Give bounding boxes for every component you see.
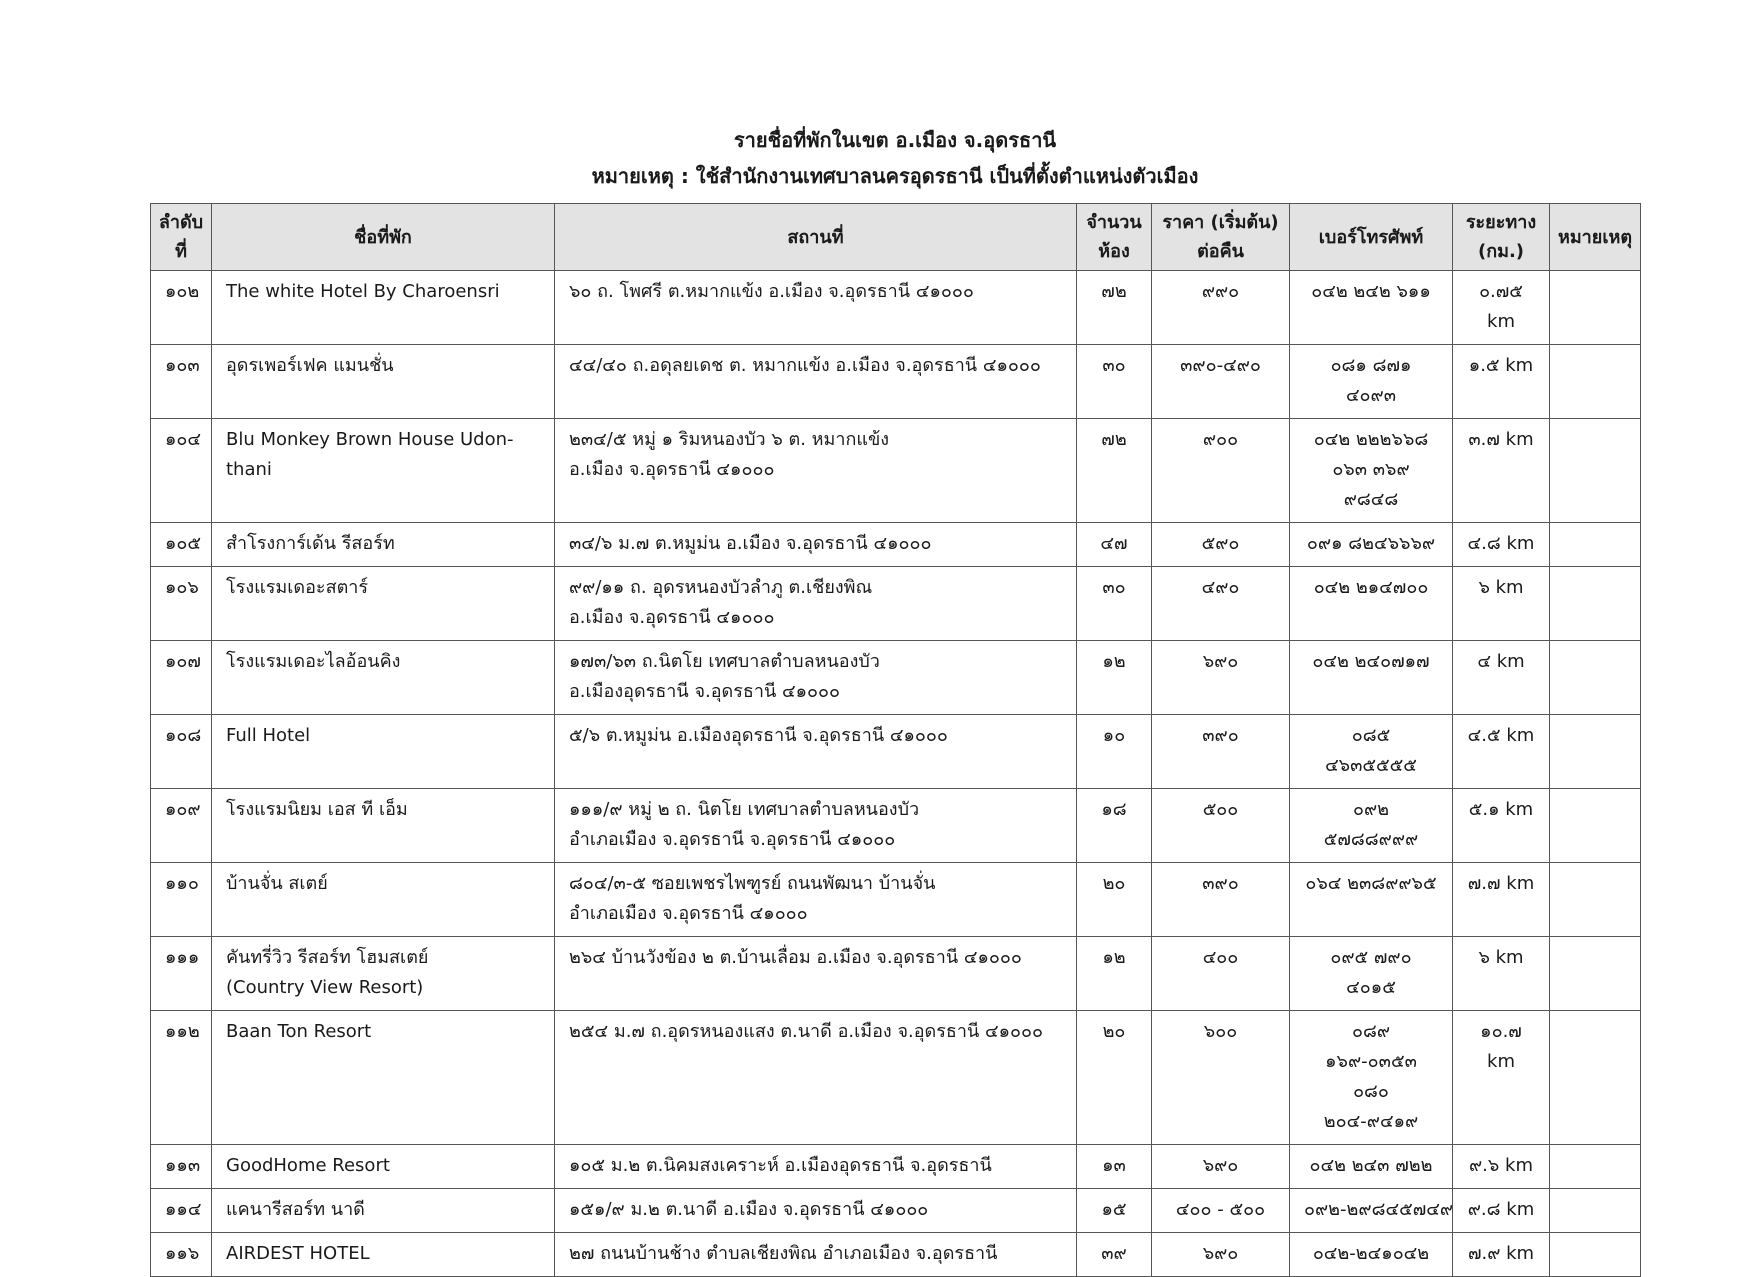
cell-rooms: ๑๘ bbox=[1077, 789, 1152, 863]
cell-remark bbox=[1550, 345, 1641, 419]
cell-price: ๔๐๐ bbox=[1152, 937, 1290, 1011]
cell-address-line: ๑๗๓/๖๓ ถ.นิตโย เทศบาลตำบลหนองบัว bbox=[569, 651, 880, 672]
cell-name-line: สำโรงการ์เด้น รีสอร์ท bbox=[226, 533, 395, 554]
table-row bbox=[151, 271, 1641, 345]
table-row bbox=[151, 1011, 1641, 1145]
table-row bbox=[151, 523, 1641, 567]
table-body bbox=[151, 271, 1641, 1277]
cell-price: ๓๙๐-๔๙๐ bbox=[1152, 345, 1290, 419]
title-line-2: หมายเหตุ : ใช้สำนักงานเทศบาลนครอุดรธานี เป็นที่ตั้งตำแหน่งตัวเมือง bbox=[591, 164, 1199, 188]
cell-phone-line: ๐๘๕ ๔๖๓๕๕๕๕ bbox=[1325, 725, 1417, 776]
cell-address bbox=[555, 789, 1077, 863]
cell-address bbox=[555, 641, 1077, 715]
cell-phone-line: ๐๔๒ ๒๑๔๗๐๐ bbox=[1313, 577, 1429, 598]
cell-phone-line: ๐๙๒ ๕๗๘๘๙๙๙ bbox=[1323, 799, 1419, 850]
cell-price: ๔๐๐ - ๕๐๐ bbox=[1152, 1189, 1290, 1233]
cell-name-line: thani bbox=[226, 459, 272, 480]
cell-address bbox=[555, 271, 1077, 345]
cell-name bbox=[212, 715, 555, 789]
cell-price: ๖๐๐ bbox=[1152, 1011, 1290, 1145]
cell-name bbox=[212, 1145, 555, 1189]
cell-address-line: อ.เมือง จ.อุดรธานี ๔๑๐๐๐ bbox=[569, 459, 775, 480]
cell-phone bbox=[1290, 1011, 1453, 1145]
cell-rooms: ๑๒ bbox=[1077, 641, 1152, 715]
cell-distance: ๙.๖ km bbox=[1453, 1145, 1550, 1189]
cell-name bbox=[212, 567, 555, 641]
cell-name-line: Blu Monkey Brown House Udon- bbox=[226, 429, 514, 450]
header-no: ลำดับ ที่ bbox=[151, 204, 212, 271]
cell-phone bbox=[1290, 523, 1453, 567]
cell-name-line: แคนารีสอร์ท นาดี bbox=[226, 1199, 365, 1220]
cell-address bbox=[555, 1233, 1077, 1277]
cell-no: ๑๑๓ bbox=[151, 1145, 212, 1189]
table-row bbox=[151, 1189, 1641, 1233]
cell-address-line: อำเภอเมือง จ.อุดรธานี ๔๑๐๐๐ bbox=[569, 903, 808, 924]
cell-phone bbox=[1290, 1145, 1453, 1189]
table-row bbox=[151, 1145, 1641, 1189]
cell-phone-line: ๐๔๒ ๒๔๐๗๑๗ bbox=[1312, 651, 1430, 672]
cell-name-line: คันทรี่วิว รีสอร์ท โฮมสเตย์ bbox=[226, 947, 429, 968]
cell-name bbox=[212, 523, 555, 567]
cell-distance: ๗.๗ km bbox=[1453, 863, 1550, 937]
cell-address bbox=[555, 345, 1077, 419]
cell-phone bbox=[1290, 789, 1453, 863]
cell-distance: ๑๐.๗ km bbox=[1453, 1011, 1550, 1145]
header-row bbox=[151, 204, 1641, 271]
cell-name-line: Baan Ton Resort bbox=[226, 1021, 372, 1042]
header-rooms: จำนวน ห้อง bbox=[1077, 204, 1152, 271]
cell-name bbox=[212, 641, 555, 715]
cell-rooms: ๓๐ bbox=[1077, 567, 1152, 641]
cell-price: ๕๐๐ bbox=[1152, 789, 1290, 863]
cell-name bbox=[212, 1011, 555, 1145]
cell-distance: ๔.๕ km bbox=[1453, 715, 1550, 789]
cell-distance: ๔ km bbox=[1453, 641, 1550, 715]
cell-name-line: Full Hotel bbox=[226, 725, 311, 746]
cell-remark bbox=[1550, 419, 1641, 523]
table-row bbox=[151, 1233, 1641, 1277]
cell-name-line: โรงแรมนิยม เอส ที เอ็ม bbox=[226, 799, 408, 820]
table-row bbox=[151, 641, 1641, 715]
cell-no: ๑๐๓ bbox=[151, 345, 212, 419]
cell-rooms: ๓๙ bbox=[1077, 1233, 1152, 1277]
cell-phone-line: ๐๙๒-๒๙๘๔๕๗๔๙ bbox=[1304, 1199, 1454, 1220]
table-row bbox=[151, 567, 1641, 641]
header-distance: ระยะทาง (กม.) bbox=[1453, 204, 1550, 271]
cell-name bbox=[212, 345, 555, 419]
cell-name-line: AIRDEST HOTEL bbox=[226, 1243, 370, 1264]
cell-phone-line: ๐๘๐ ๒๐๔-๙๔๑๙ bbox=[1323, 1081, 1419, 1132]
cell-no: ๑๑๐ bbox=[151, 863, 212, 937]
cell-no: ๑๐๙ bbox=[151, 789, 212, 863]
cell-phone bbox=[1290, 641, 1453, 715]
cell-remark bbox=[1550, 523, 1641, 567]
cell-address bbox=[555, 937, 1077, 1011]
cell-phone bbox=[1290, 419, 1453, 523]
cell-remark bbox=[1550, 863, 1641, 937]
cell-remark bbox=[1550, 1011, 1641, 1145]
cell-address-line: ๒๗ ถนนบ้านช้าง ตำบลเชียงพิณ อำเภอเมือง จ.อุดรธานี bbox=[569, 1243, 998, 1264]
cell-name bbox=[212, 1233, 555, 1277]
cell-phone-line: ๐๖๓ ๓๖๙ ๙๘๔๘ bbox=[1332, 459, 1410, 510]
cell-name-line: The white Hotel By Charoensri bbox=[226, 281, 500, 302]
cell-phone-line: ๐๙๑ ๘๒๔๖๖๖๙ bbox=[1306, 533, 1436, 554]
cell-name bbox=[212, 937, 555, 1011]
cell-no: ๑๐๔ bbox=[151, 419, 212, 523]
cell-name-line: บ้านจั่น สเตย์ bbox=[226, 873, 328, 894]
cell-address-line: อ.เมืองอุดรธานี จ.อุดรธานี ๔๑๐๐๐ bbox=[569, 681, 841, 702]
cell-address bbox=[555, 1189, 1077, 1233]
cell-remark bbox=[1550, 271, 1641, 345]
cell-name bbox=[212, 419, 555, 523]
cell-address bbox=[555, 567, 1077, 641]
table-row bbox=[151, 863, 1641, 937]
cell-phone bbox=[1290, 567, 1453, 641]
cell-price: ๙๐๐ bbox=[1152, 419, 1290, 523]
cell-rooms: ๗๒ bbox=[1077, 419, 1152, 523]
cell-address-line: อำเภอเมือง จ.อุดรธานี จ.อุดรธานี ๔๑๐๐๐ bbox=[569, 829, 896, 850]
cell-distance: ๖ km bbox=[1453, 937, 1550, 1011]
cell-remark bbox=[1550, 567, 1641, 641]
cell-address-line: ๒๕๔ ม.๗ ถ.อุดรหนองแสง ต.นาดี อ.เมือง จ.อุดรธานี ๔๑๐๐๐ bbox=[569, 1021, 1044, 1042]
cell-rooms: ๑๕ bbox=[1077, 1189, 1152, 1233]
cell-distance: ๙.๘ km bbox=[1453, 1189, 1550, 1233]
cell-price: ๖๙๐ bbox=[1152, 1145, 1290, 1189]
cell-remark bbox=[1550, 1233, 1641, 1277]
cell-address bbox=[555, 419, 1077, 523]
cell-address-line: ๕/๖ ต.หมูม่น อ.เมืองอุดรธานี จ.อุดรธานี ๔๑๐๐๐ bbox=[569, 725, 948, 746]
cell-rooms: ๑๓ bbox=[1077, 1145, 1152, 1189]
cell-address-line: ๖๐ ถ. โพศรี ต.หมากแข้ง อ.เมือง จ.อุดรธานี ๔๑๐๐๐ bbox=[569, 281, 974, 302]
cell-distance: ๗.๙ km bbox=[1453, 1233, 1550, 1277]
cell-address-line: ๑๑๑/๙ หมู่ ๒ ถ. นิตโย เทศบาลตำบลหนองบัว bbox=[569, 799, 920, 820]
header-price: ราคา (เริ่มต้น) ต่อคืน bbox=[1152, 204, 1290, 271]
cell-address bbox=[555, 1011, 1077, 1145]
cell-phone bbox=[1290, 863, 1453, 937]
header-remark: หมายเหตุ bbox=[1550, 204, 1641, 271]
cell-remark bbox=[1550, 715, 1641, 789]
cell-distance: ๑.๕ km bbox=[1453, 345, 1550, 419]
cell-rooms: ๗๒ bbox=[1077, 271, 1152, 345]
cell-address-line: ๑๕๑/๙ ม.๒ ต.นาดี อ.เมือง จ.อุดรธานี ๔๑๐๐๐ bbox=[569, 1199, 929, 1220]
cell-remark bbox=[1550, 937, 1641, 1011]
cell-address bbox=[555, 863, 1077, 937]
cell-name-line: โรงแรมเดอะไลอ้อนคิง bbox=[226, 651, 401, 672]
cell-phone-line: ๐๔๒ ๒๔๓ ๗๒๒ bbox=[1309, 1155, 1433, 1176]
header-name: ชื่อที่พัก bbox=[212, 204, 555, 271]
cell-distance: ๓.๗ km bbox=[1453, 419, 1550, 523]
cell-remark bbox=[1550, 789, 1641, 863]
cell-phone bbox=[1290, 937, 1453, 1011]
cell-phone-line: ๐๔๒-๒๔๑๐๔๒ bbox=[1312, 1243, 1430, 1264]
cell-price: ๙๙๐ bbox=[1152, 271, 1290, 345]
cell-rooms: ๑๒ bbox=[1077, 937, 1152, 1011]
cell-address-line: ๑๐๕ ม.๒ ต.นิคมสงเคราะห์ อ.เมืองอุดรธานี จ.อุดรธานี bbox=[569, 1155, 992, 1176]
cell-address-line: ๘๐๔/๓-๕ ซอยเพชรไพฑูรย์ ถนนพัฒนา บ้านจั่น bbox=[569, 873, 936, 894]
cell-phone-line: ๐๘๙ ๑๖๙-๐๓๕๓ bbox=[1325, 1021, 1417, 1072]
cell-no: ๑๐๗ bbox=[151, 641, 212, 715]
cell-price: ๓๙๐ bbox=[1152, 715, 1290, 789]
cell-phone-line: ๐๔๒ ๒๔๒ ๖๑๑ bbox=[1311, 281, 1431, 302]
cell-phone bbox=[1290, 1233, 1453, 1277]
cell-address-line: ๙๙/๑๑ ถ. อุดรหนองบัวลำภู ต.เชียงพิณ bbox=[569, 577, 873, 598]
document-title bbox=[150, 122, 1640, 194]
cell-phone-line: ๐๔๒ ๒๒๒๖๖๘ bbox=[1313, 429, 1429, 450]
cell-distance: ๕.๑ km bbox=[1453, 789, 1550, 863]
cell-price: ๔๙๐ bbox=[1152, 567, 1290, 641]
cell-address bbox=[555, 715, 1077, 789]
cell-address-line: ๓๔/๖ ม.๗ ต.หมูม่น อ.เมือง จ.อุดรธานี ๔๑๐๐๐ bbox=[569, 533, 932, 554]
cell-name-line: (Country View Resort) bbox=[226, 977, 424, 998]
cell-rooms: ๒๐ bbox=[1077, 863, 1152, 937]
title-line-1: รายชื่อที่พักในเขต อ.เมือง จ.อุดรธานี bbox=[733, 128, 1057, 152]
table-row bbox=[151, 715, 1641, 789]
lodging-table bbox=[150, 203, 1641, 1277]
cell-name bbox=[212, 1189, 555, 1233]
table-row bbox=[151, 789, 1641, 863]
cell-distance: ๐.๗๕ km bbox=[1453, 271, 1550, 345]
cell-price: ๓๙๐ bbox=[1152, 863, 1290, 937]
cell-name bbox=[212, 789, 555, 863]
cell-price: ๕๙๐ bbox=[1152, 523, 1290, 567]
table-row bbox=[151, 345, 1641, 419]
cell-address-line: ๔๔/๔๐ ถ.อดุลยเดช ต. หมากแข้ง อ.เมือง จ.อุดรธานี ๔๑๐๐๐ bbox=[569, 355, 1041, 376]
cell-remark bbox=[1550, 1145, 1641, 1189]
cell-no: ๑๐๘ bbox=[151, 715, 212, 789]
cell-address-line: ๒๓๔/๕ หมู่ ๑ ริมหนองบัว ๖ ต. หมากแข้ง bbox=[569, 429, 890, 450]
cell-rooms: ๒๐ bbox=[1077, 1011, 1152, 1145]
cell-phone-line: ๐๙๕ ๗๙๐ ๔๐๑๕ bbox=[1330, 947, 1412, 998]
cell-phone-line: ๐๖๔ ๒๓๘๙๙๖๕ bbox=[1305, 873, 1437, 894]
cell-address-line: อ.เมือง จ.อุดรธานี ๔๑๐๐๐ bbox=[569, 607, 775, 628]
cell-no: ๑๐๒ bbox=[151, 271, 212, 345]
cell-name-line: โรงแรมเดอะสตาร์ bbox=[226, 577, 369, 598]
cell-remark bbox=[1550, 641, 1641, 715]
cell-no: ๑๑๔ bbox=[151, 1189, 212, 1233]
cell-name bbox=[212, 863, 555, 937]
header-address: สถานที่ bbox=[555, 204, 1077, 271]
cell-no: ๑๐๖ bbox=[151, 567, 212, 641]
cell-distance: ๔.๘ km bbox=[1453, 523, 1550, 567]
cell-phone bbox=[1290, 715, 1453, 789]
cell-rooms: ๔๗ bbox=[1077, 523, 1152, 567]
cell-no: ๑๑๒ bbox=[151, 1011, 212, 1145]
cell-phone bbox=[1290, 1189, 1453, 1233]
table-row bbox=[151, 937, 1641, 1011]
cell-remark bbox=[1550, 1189, 1641, 1233]
table-row bbox=[151, 419, 1641, 523]
cell-name-line: อุดรเพอร์เฟค แมนชั่น bbox=[226, 355, 394, 376]
cell-phone-line: ๐๘๑ ๘๗๑ ๔๐๙๓ bbox=[1330, 355, 1412, 406]
header-phone: เบอร์โทรศัพท์ bbox=[1290, 204, 1453, 271]
cell-rooms: ๑๐ bbox=[1077, 715, 1152, 789]
cell-no: ๑๐๕ bbox=[151, 523, 212, 567]
cell-phone bbox=[1290, 345, 1453, 419]
cell-no: ๑๑๑ bbox=[151, 937, 212, 1011]
cell-rooms: ๓๐ bbox=[1077, 345, 1152, 419]
cell-distance: ๖ km bbox=[1453, 567, 1550, 641]
cell-phone bbox=[1290, 271, 1453, 345]
cell-name-line: GoodHome Resort bbox=[226, 1155, 390, 1176]
cell-address bbox=[555, 523, 1077, 567]
cell-no: ๑๑๖ bbox=[151, 1233, 212, 1277]
cell-price: ๖๙๐ bbox=[1152, 1233, 1290, 1277]
cell-address-line: ๒๖๔ บ้านวังข้อง ๒ ต.บ้านเลื่อม อ.เมือง จ.อุดรธานี ๔๑๐๐๐ bbox=[569, 947, 1022, 968]
cell-price: ๖๙๐ bbox=[1152, 641, 1290, 715]
cell-name bbox=[212, 271, 555, 345]
cell-address bbox=[555, 1145, 1077, 1189]
